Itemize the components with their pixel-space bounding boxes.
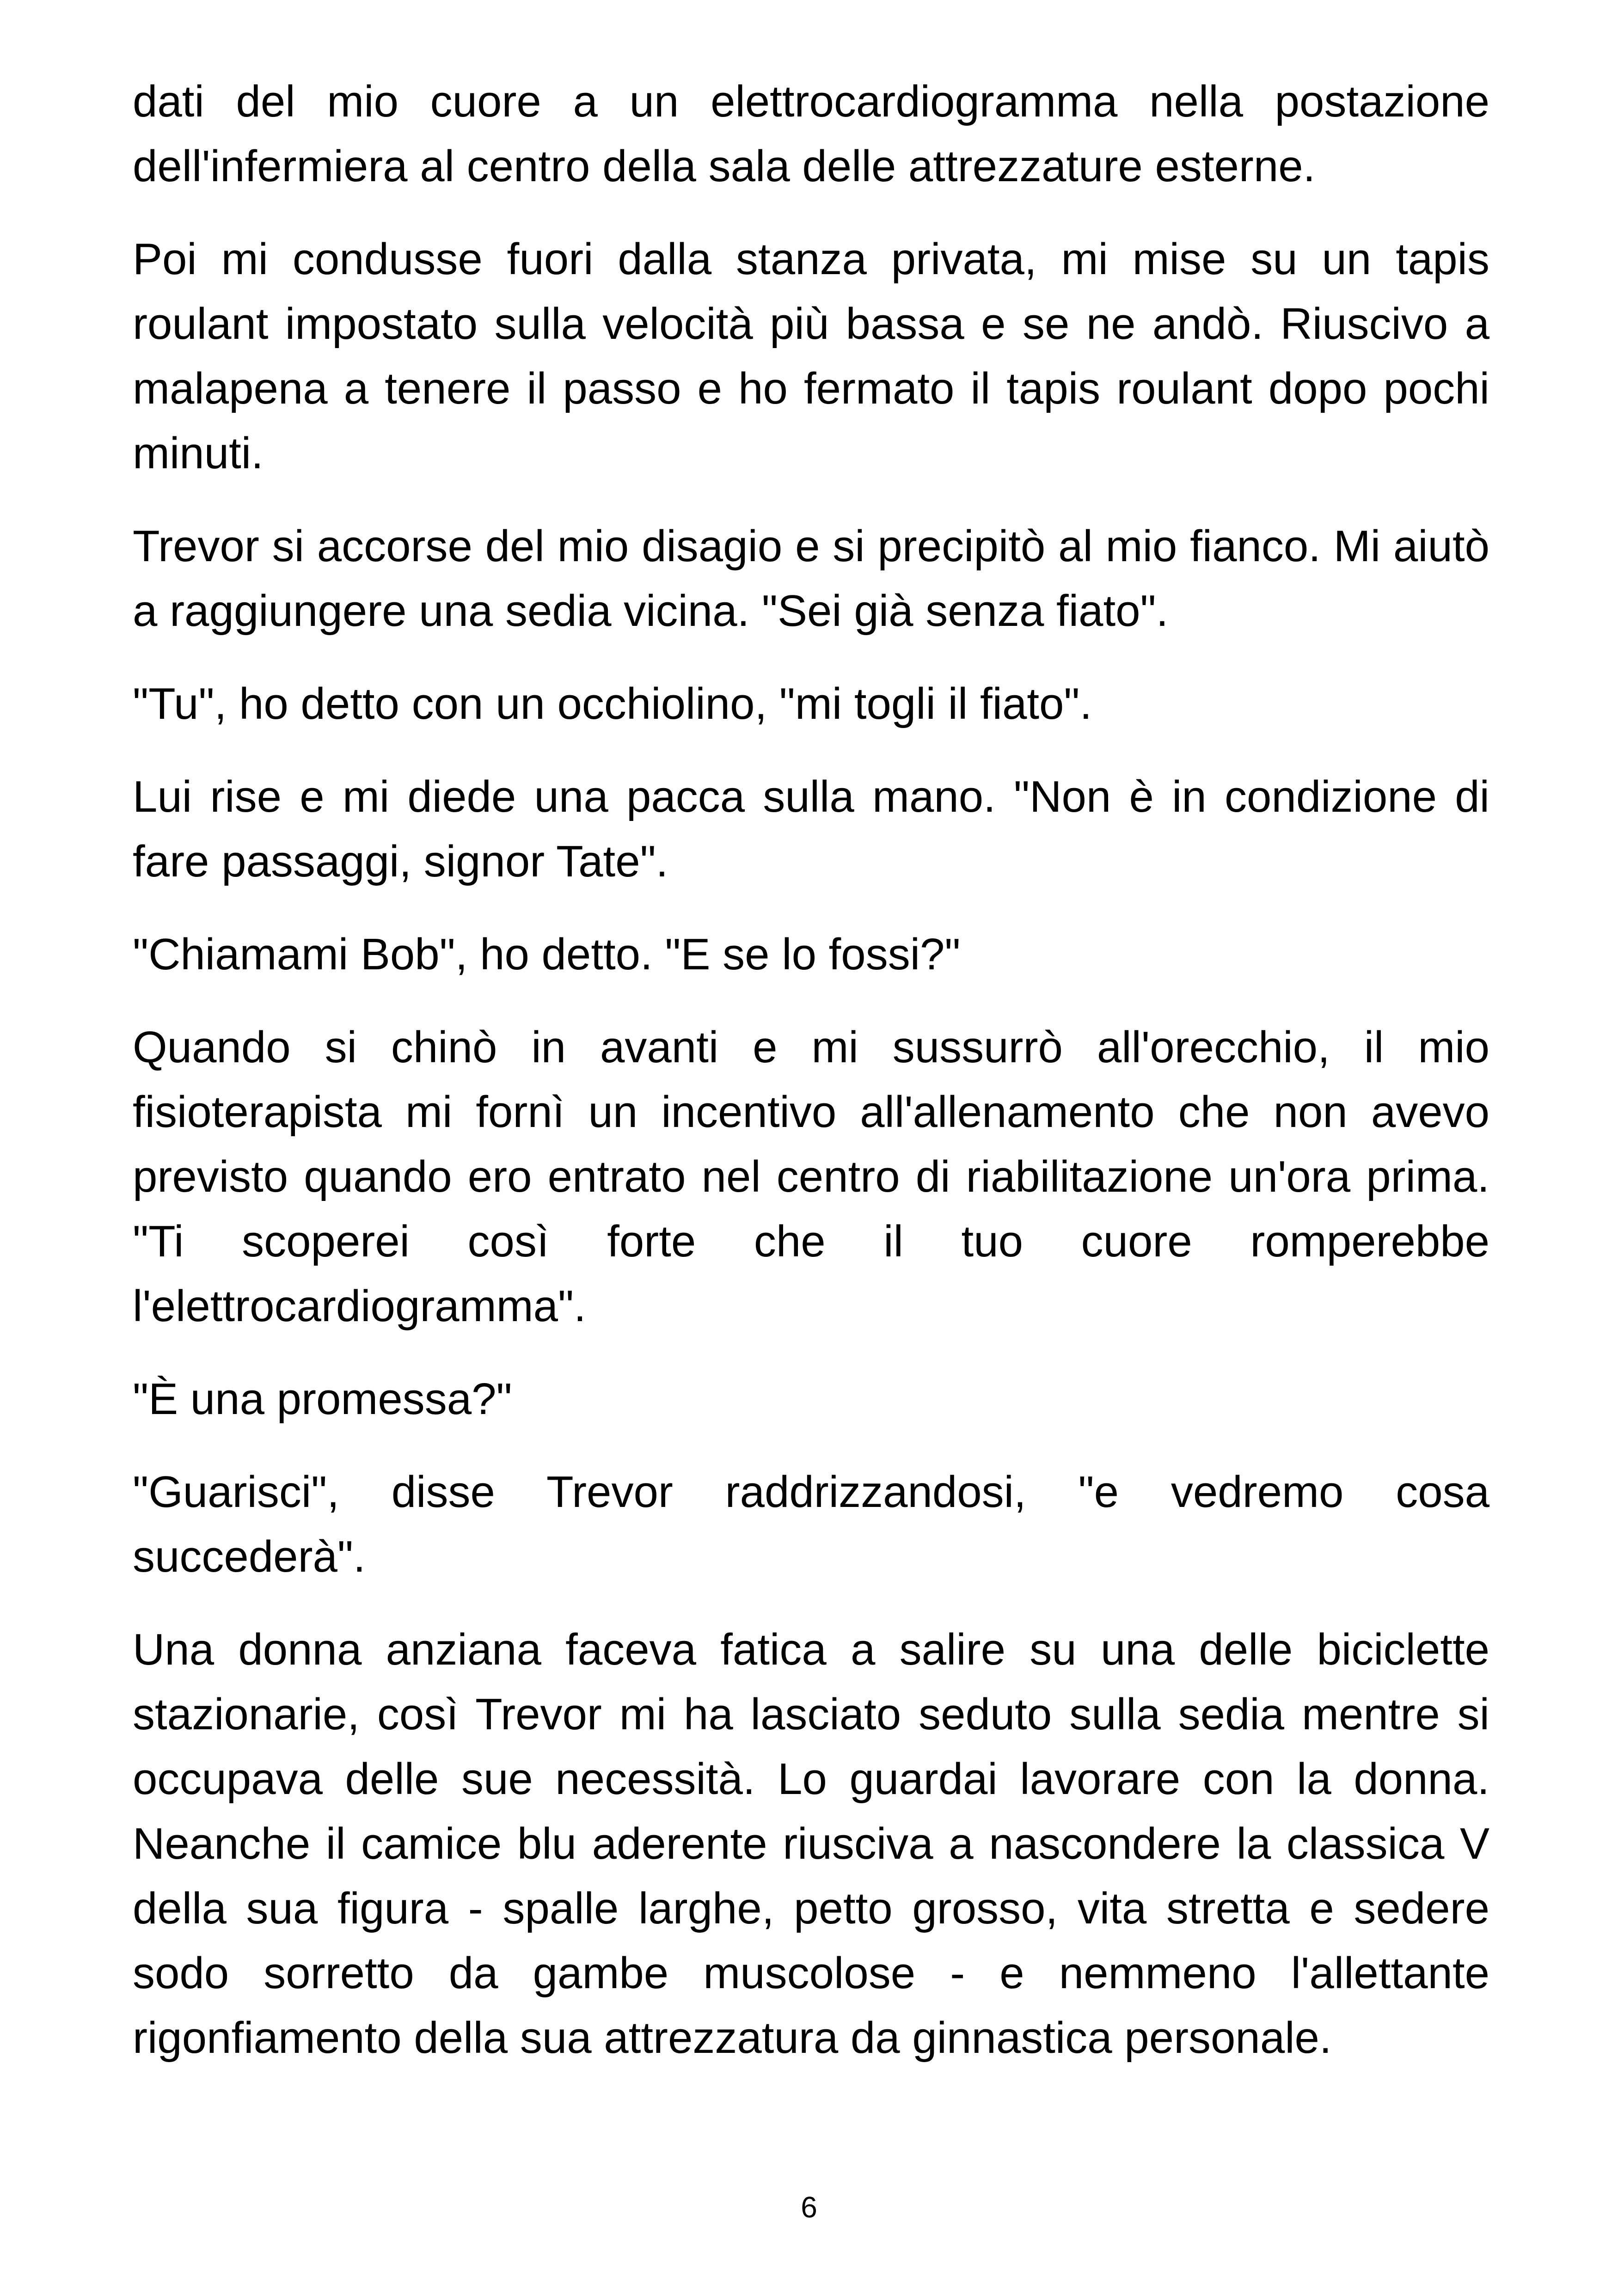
body-text <box>133 69 1489 2099</box>
paragraph-5: Lui rise e mi diede una pacca sulla mano. "Non è in condizione di fare passaggi, signor Tate". <box>133 772 1489 886</box>
paragraph-6: "Chiamami Bob", ho detto. "E se lo fossi?" <box>133 930 961 979</box>
page-number: 6 <box>801 2191 817 2224</box>
paragraph-3: Trevor si accorse del mio disagio e si precipitò al mio fianco. Mi aiutò a raggiungere una sedia vicina. "Sei già senza fiato". <box>133 521 1489 636</box>
paragraph-10: Una donna anziana faceva fatica a salire su una delle biciclette stazionarie, così Trevor mi ha lasciato seduto sulla sedia mentre si occupava delle sue necessità. Lo guardai lavorare con la donna. Neanche il camice blu aderente riusciva a nascondere la classica V della sua figura - spalle larghe, petto grosso, vita stretta e sedere sodo sorretto da gambe muscolose - e nemmeno l'allettante rigonfiamento della sua attrezzatura da ginnastica personale. <box>133 1625 1489 2063</box>
paragraph-7: Quando si chinò in avanti e mi sussurrò all'orecchio, il mio fisioterapista mi fornì un incentivo all'allenamento che non avevo previsto quando ero entrato nel centro di riabilitazione un'ora prima. "Ti scoperei così forte che il tuo cuore romperebbe l'elettrocardiogramma". <box>133 1022 1489 1331</box>
paragraph-1: dati del mio cuore a un elettrocardiogramma nella postazione dell'infermiera al centro della sala delle attrezzature esterne. <box>133 77 1489 191</box>
paragraph-8: "È una promessa?" <box>133 1374 512 1424</box>
paragraph-2: Poi mi condusse fuori dalla stanza privata, mi mise su un tapis roulant impostato sulla velocità più bassa e se ne andò. Riuscivo a malapena a tenere il passo e ho fermato il tapis roulant dopo pochi minuti. <box>133 234 1489 478</box>
paragraph-9: "Guarisci", disse Trevor raddrizzandosi, "e vedremo cosa succederà". <box>133 1467 1489 1581</box>
paragraph-4: "Tu", ho detto con un occhiolino, "mi togli il fiato". <box>133 679 1092 729</box>
